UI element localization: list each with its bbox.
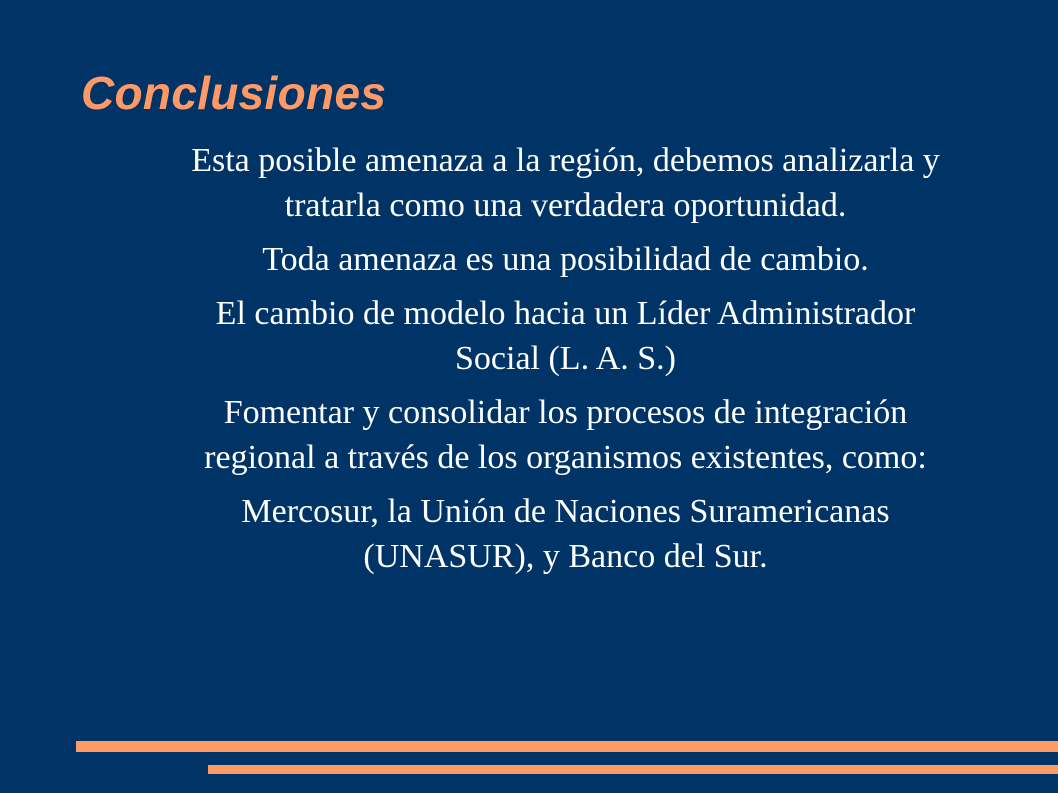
- paragraph-leader-model: [88, 291, 1043, 381]
- paragraph-change-possibility: [88, 237, 1043, 282]
- paragraph-line: Esta posible amenaza a la región, debemos analizarla y: [191, 142, 940, 179]
- slide-title: Conclusiones: [81, 67, 387, 119]
- paragraph-line: Mercosur, la Unión de Naciones Suramericanas: [241, 493, 890, 530]
- paragraph-line: Fomentar y consolidar los procesos de integración: [223, 394, 908, 431]
- paragraph-line: Toda amenaza es una posibilidad de cambio.: [262, 241, 869, 278]
- paragraph-organisms: [88, 489, 1043, 579]
- slide-body: [88, 138, 1043, 588]
- paragraph-regional-integration: [88, 390, 1043, 480]
- paragraph-line: (UNASUR), y Banco del Sur.: [363, 538, 768, 575]
- paragraph-line: tratarla como una verdadera oportunidad.: [284, 187, 847, 224]
- paragraph-line: Social (L. A. S.): [455, 340, 676, 377]
- paragraph-line: regional a través de los organismos existentes, como:: [204, 439, 927, 476]
- decorative-bar-bottom: [208, 765, 1058, 774]
- decorative-bar-top: [76, 741, 1058, 752]
- paragraph-line: El cambio de modelo hacia un Líder Administrador: [215, 295, 916, 332]
- paragraph-threat-opportunity: [88, 138, 1043, 228]
